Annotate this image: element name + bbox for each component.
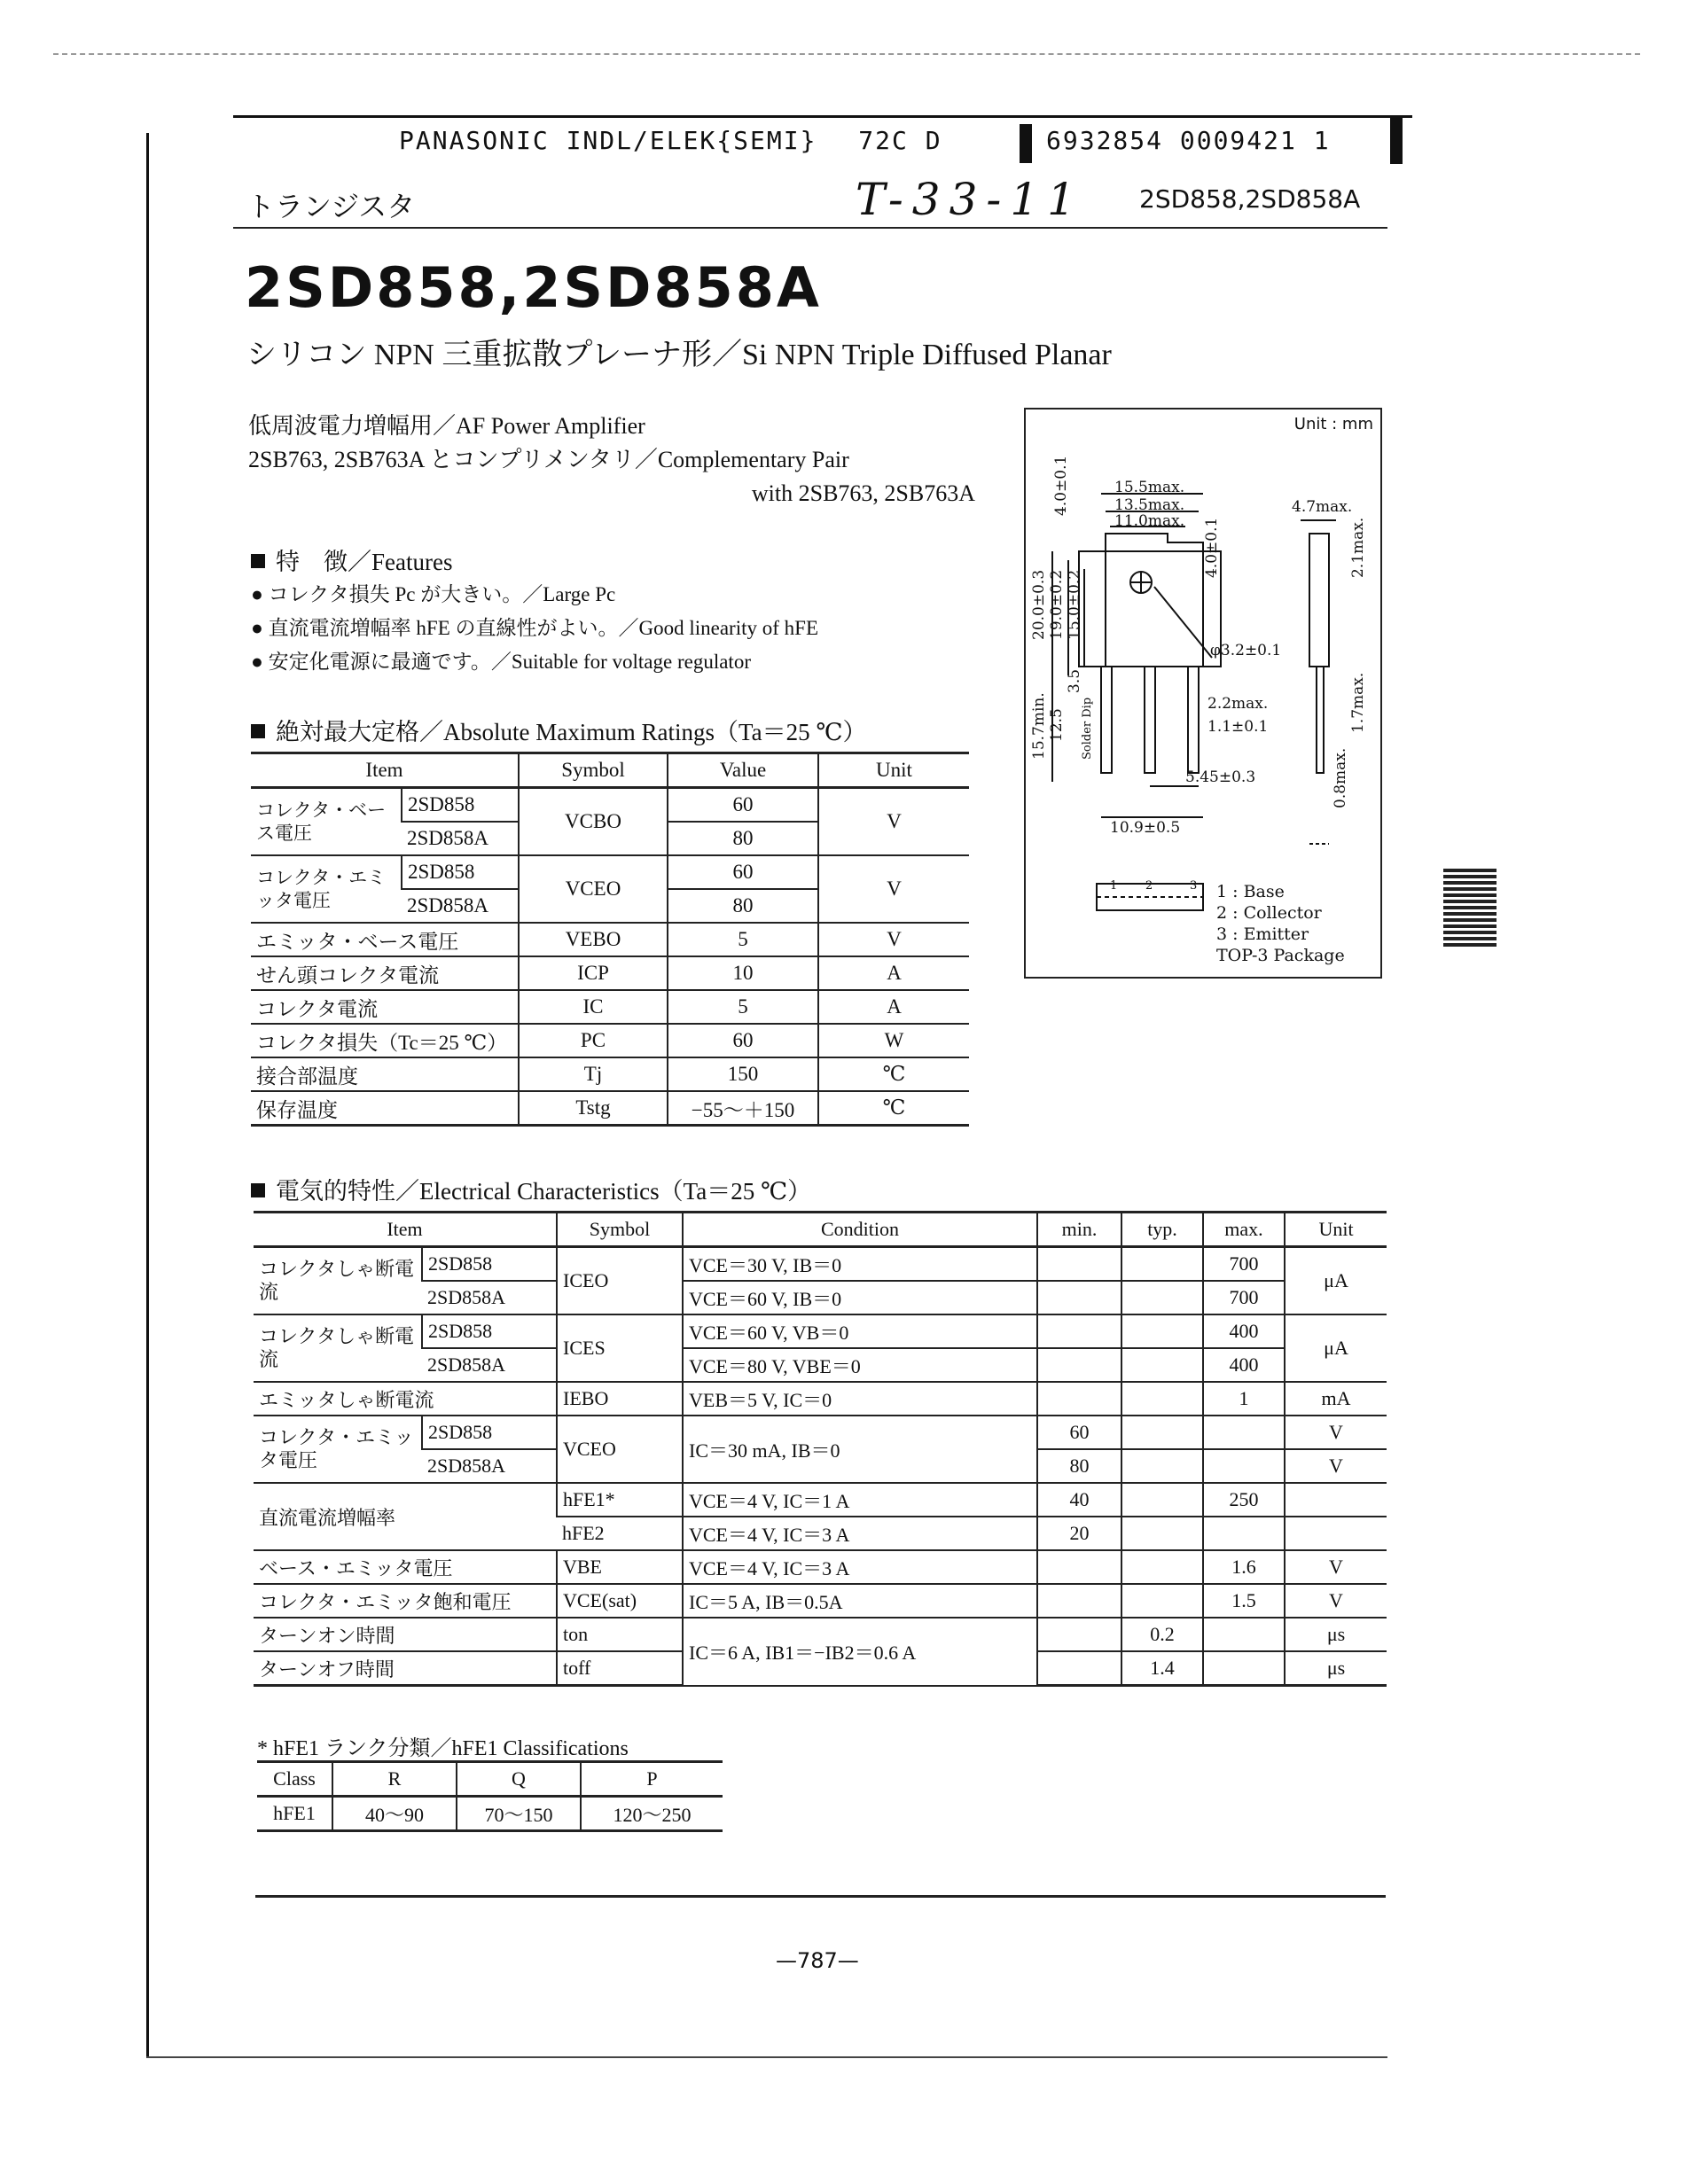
dim-label: 4.7max. (1292, 498, 1353, 516)
application-line-2: 2SB763, 2SB763A とコンプリメンタリ／Complementary Pair (248, 447, 849, 472)
dim-label-vertical: 3.5 (1066, 668, 1083, 693)
table-row: 保存温度 Tstg −55～＋150 ℃ (251, 1091, 969, 1126)
application-line-3: with 2SB763, 2SB763A (751, 480, 975, 506)
table-row: エミッタしゃ断電流 IEBO VEB＝5 V, IC＝0 1 mA (254, 1382, 1387, 1416)
col-typ: typ. (1121, 1213, 1203, 1247)
lead-1 (1101, 667, 1112, 773)
elec-table (254, 1211, 1387, 1687)
col-condition: Condition (683, 1213, 1037, 1247)
table-row: 直流電流増幅率 hFE1* VCE＝4 V, IC＝1 A 40 250 (254, 1483, 1387, 1517)
table-row: コレクタしゃ断電流 2SD858 ICES VCE＝60 V, VB＝0 400 μA (254, 1314, 1387, 1348)
table-row: hFE2 VCE＝4 V, IC＝3 A 20 (254, 1517, 1387, 1550)
table-row: せん頭コレクタ電流 ICP 10 A (251, 956, 969, 990)
stamp-mid: 72C D (858, 126, 942, 155)
elec-heading-text: 電気的特性／Electrical Characteristics（Ta＝25 ℃） (276, 1178, 812, 1205)
index-tab-marker (1443, 869, 1497, 948)
stamp-block (1020, 124, 1032, 163)
dim-label: 13.5max. (1114, 496, 1185, 514)
page-subtitle: シリコン NPN 三重拡散プレーナ形／Si NPN Triple Diffused Planar (246, 339, 1112, 371)
handwritten-code: T-33-11 (856, 174, 1084, 225)
stamp-right: 6932854 0009421 1 (1046, 126, 1331, 155)
dim-label-vertical: 20.0±0.3 (1030, 569, 1048, 640)
abs-max-table (251, 752, 969, 1127)
pin-legend-item: TOP-3 Package (1216, 946, 1345, 965)
package-drawing-frame (1024, 408, 1382, 979)
scan-top-dashes (53, 53, 1640, 55)
features-heading-text: 特 徴／Features (276, 549, 453, 575)
section-square-icon (251, 554, 265, 568)
table-row: コレクタ・エミッタ飽和電圧 VCE(sat) IC＝5 A, IB＝0.5A 1.5 V (254, 1584, 1387, 1618)
side-view-body (1309, 534, 1329, 667)
package-body (1106, 534, 1203, 667)
table-row: コレクタ損失（Tc＝25 ℃） PC 60 W (251, 1024, 969, 1057)
col-class-p: P (581, 1762, 723, 1797)
table-row: ターンオフ時間 toff 1.4 μs (254, 1651, 1387, 1686)
col-item: Item (251, 753, 519, 788)
col-class-q: Q (457, 1762, 581, 1797)
col-symbol: Symbol (519, 753, 668, 788)
dim-label-vertical: 4.0±0.1 (1203, 517, 1221, 578)
page-left-rule (146, 133, 149, 2056)
hfe-class-heading: * hFE1 ランク分類／hFE1 Classifications (257, 1737, 629, 1760)
table-row: 2SD858A VCE＝80 V, VBE＝0 400 (254, 1348, 1387, 1382)
category-label: トランジスタ (246, 190, 416, 223)
table-row: コレクタ・エミッタ電圧 2SD858 VCEO IC＝30 mA, IB＝0 60 V (254, 1416, 1387, 1449)
dim-label: 11.0max. (1114, 512, 1185, 530)
col-unit: Unit (1285, 1213, 1387, 1247)
pin-legend-item: 1 : Base (1216, 882, 1285, 901)
table-row: 2SD858A 80 (251, 889, 969, 923)
side-view-lead (1317, 667, 1324, 773)
dim-label-vertical: 19.0±0.2 (1048, 569, 1066, 640)
abs-max-heading (251, 713, 867, 747)
dim-label-vertical: 1.7max. (1349, 672, 1367, 733)
feature-item: ● コレクタ損失 Pc が大きい。／Large Pc (251, 583, 616, 605)
header-stamp (399, 126, 942, 155)
dim-label: 5.45±0.3 (1185, 768, 1256, 786)
table-row: コレクタ・ベース電圧 2SD858 VCBO 60 V (251, 788, 969, 823)
table-row: エミッタ・ベース電圧 VEBO 5 V (251, 923, 969, 956)
col-min: min. (1037, 1213, 1121, 1247)
package-mold (1079, 551, 1221, 667)
feature-item: ● 直流電流増幅率 hFE の直線性がよい。／Good linearity of hFE (251, 617, 818, 639)
col-class: Class (257, 1762, 332, 1797)
dim-label-vertical: 15.0±0.2 (1066, 569, 1083, 640)
table-row: コレクタしゃ断電流 2SD858 ICEO VCE＝30 V, IB＝0 700 μA (254, 1247, 1387, 1282)
section-square-icon (251, 724, 265, 738)
pin-legend (1216, 881, 1345, 966)
page-top-rule (233, 115, 1412, 118)
pin-legend-item: 3 : Emitter (1216, 924, 1309, 944)
lead-2 (1145, 667, 1155, 773)
dim-label: φ3.2±0.1 (1210, 642, 1282, 659)
table-row: 接合部温度 Tj 150 ℃ (251, 1057, 969, 1091)
application-block (248, 410, 975, 511)
col-value: Value (668, 753, 818, 788)
dim-label: 2.2max. (1207, 695, 1269, 713)
col-class-r: R (332, 1762, 457, 1797)
dim-label-vertical: Solder Dip (1081, 697, 1094, 760)
pin-legend-item: 2 : Collector (1216, 903, 1322, 923)
elec-heading (251, 1172, 811, 1206)
page-right-block (1390, 115, 1403, 164)
package-unit: Unit : mm (1293, 415, 1373, 433)
table-row: 2SD858A VCE＝60 V, IB＝0 700 (254, 1281, 1387, 1314)
table-row: ターンオン時間 ton IC＝6 A, IB1＝−IB2＝0.6 A 0.2 μs (254, 1618, 1387, 1651)
dim-label-vertical: 0.8max. (1332, 747, 1349, 808)
dim-label: 1.1±0.1 (1207, 718, 1269, 736)
page-bottom-rule (146, 2056, 1387, 2058)
footer-rule (255, 1895, 1386, 1898)
table-row: ベース・エミッタ電圧 VBE VCE＝4 V, IC＝3 A 1.6 V (254, 1550, 1387, 1584)
pin-number: 1 (1110, 879, 1118, 893)
pin-number: 2 (1145, 879, 1153, 893)
header-part-number: 2SD858,2SD858A (1139, 184, 1361, 214)
lead-3 (1188, 667, 1199, 773)
hfe-class-table (257, 1760, 723, 1832)
dim-label: 10.9±0.5 (1110, 819, 1181, 837)
table-row: hFE1 40～90 70～150 120～250 (257, 1797, 723, 1831)
page-number: —787— (776, 1948, 859, 1973)
dim-label-vertical: 4.0±0.1 (1052, 455, 1070, 516)
stamp-left: PANASONIC INDL/ELEK{SEMI} (399, 126, 817, 155)
features-heading (251, 542, 452, 577)
features-list (251, 578, 818, 679)
col-item: Item (254, 1213, 557, 1247)
table-row: 2SD858A 80 V (254, 1449, 1387, 1483)
section-square-icon (251, 1183, 265, 1197)
col-symbol: Symbol (557, 1213, 683, 1247)
table-row: 2SD858A 80 (251, 822, 969, 855)
dim-label-vertical: 15.7min. (1030, 692, 1048, 760)
dim-label-vertical: 2.1max. (1349, 517, 1367, 578)
col-unit: Unit (818, 753, 969, 788)
table-row: コレクタ電流 IC 5 A (251, 990, 969, 1024)
pin-number: 3 (1190, 879, 1198, 893)
abs-max-heading-text: 絶対最大定格／Absolute Maximum Ratings（Ta＝25 ℃） (276, 719, 867, 745)
table-row: コレクタ・エミッタ電圧 2SD858 VCEO 60 V (251, 855, 969, 889)
category-rule (233, 227, 1387, 229)
application-line-1: 低周波電力増幅用／AF Power Amplifier (248, 413, 645, 439)
page-title: 2SD858,2SD858A (245, 255, 822, 320)
feature-item: ● 安定化電源に最適です。／Suitable for voltage regulator (251, 651, 751, 673)
col-max: max. (1203, 1213, 1285, 1247)
dim-label: 15.5max. (1114, 479, 1185, 496)
dim-label-vertical: 12.5 (1048, 708, 1066, 742)
